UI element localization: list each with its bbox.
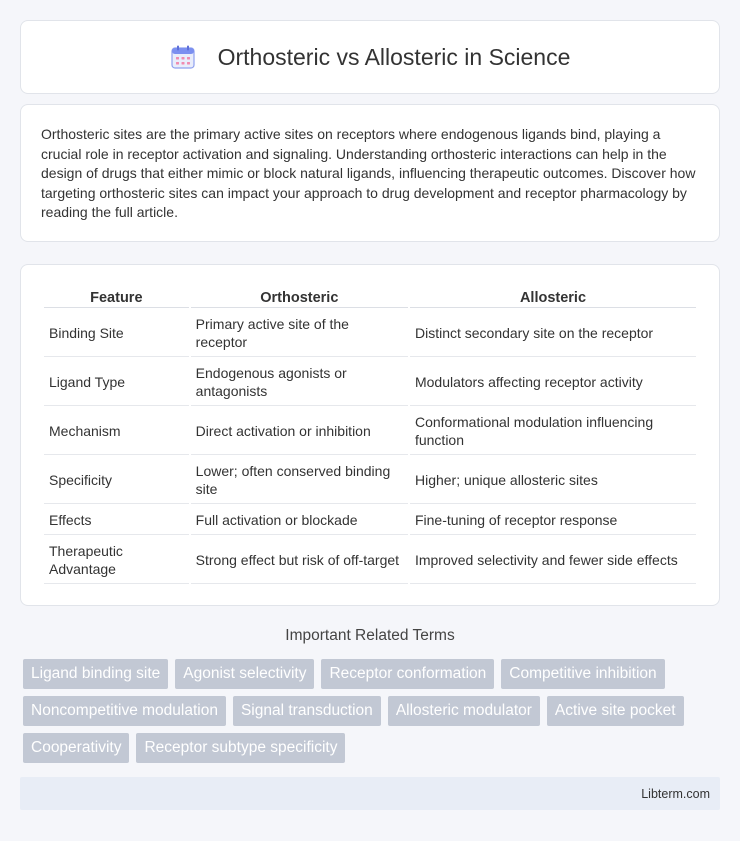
tag-signal-transduction[interactable]: Signal transduction bbox=[233, 696, 381, 726]
column-header-allosteric: Allosteric bbox=[410, 287, 696, 308]
tag-agonist-selectivity[interactable]: Agonist selectivity bbox=[175, 659, 314, 689]
footer-site-link[interactable]: Libterm.com bbox=[641, 786, 710, 801]
table-cell: Modulators affecting receptor activity bbox=[410, 359, 696, 406]
table-cell: Mechanism bbox=[44, 408, 189, 455]
table-cell: Specificity bbox=[44, 457, 189, 504]
column-header-orthosteric: Orthosteric bbox=[191, 287, 408, 308]
table-row bbox=[44, 359, 696, 406]
table-cell: Fine-tuning of receptor response bbox=[410, 506, 696, 535]
table-header-row bbox=[44, 287, 696, 308]
comparison-table-card bbox=[20, 264, 720, 606]
table-cell: Strong effect but risk of off-target bbox=[191, 537, 408, 584]
table-cell: Binding Site bbox=[44, 310, 189, 357]
tag-receptor-conformation[interactable]: Receptor conformation bbox=[321, 659, 494, 689]
tag-noncompetitive-modulation[interactable]: Noncompetitive modulation bbox=[23, 696, 226, 726]
tag-cooperativity[interactable]: Cooperativity bbox=[23, 733, 129, 763]
table-cell: Higher; unique allosteric sites bbox=[410, 457, 696, 504]
related-terms-title: Important Related Terms bbox=[285, 627, 455, 644]
calendar-icon bbox=[170, 44, 196, 70]
table-cell: Primary active site of the receptor bbox=[191, 310, 408, 357]
table-cell: Lower; often conserved binding site bbox=[191, 457, 408, 504]
footer bbox=[20, 777, 720, 810]
tag-receptor-subtype-specificity[interactable]: Receptor subtype specificity bbox=[136, 733, 345, 763]
table-cell: Improved selectivity and fewer side effects bbox=[410, 537, 696, 584]
table-row bbox=[44, 310, 696, 357]
tag-competitive-inhibition[interactable]: Competitive inhibition bbox=[501, 659, 664, 689]
table-cell: Endogenous agonists or antagonists bbox=[191, 359, 408, 406]
table-row bbox=[44, 457, 696, 504]
table-cell: Ligand Type bbox=[44, 359, 189, 406]
table-row bbox=[44, 506, 696, 535]
table-cell: Direct activation or inhibition bbox=[191, 408, 408, 455]
related-terms-list bbox=[23, 659, 723, 763]
table-row bbox=[44, 408, 696, 455]
tag-active-site-pocket[interactable]: Active site pocket bbox=[547, 696, 684, 726]
table-cell: Conformational modulation influencing function bbox=[410, 408, 696, 455]
comparison-table bbox=[42, 285, 698, 586]
page-title: Orthosteric vs Allosteric in Science bbox=[217, 43, 571, 70]
intro-text: Orthosteric sites are the primary active sites on receptors where endogenous ligands bind, playing a crucial role in receptor activation and signaling. Understanding orthosteric interactions can help in the design of drugs that either mimic or block natural ligands, influencing therapeutic outcomes. Discover how targeting orthosteric sites can impact your approach to drug development and receptor pharmacology by reading the full article. bbox=[41, 126, 696, 221]
table-cell: Distinct secondary site on the receptor bbox=[410, 310, 696, 357]
column-header-feature: Feature bbox=[44, 287, 189, 308]
tag-allosteric-modulator[interactable]: Allosteric modulator bbox=[388, 696, 540, 726]
header-card bbox=[20, 20, 720, 94]
table-cell: Effects bbox=[44, 506, 189, 535]
intro-card bbox=[20, 104, 720, 242]
table-row bbox=[44, 537, 696, 584]
table-cell: Full activation or blockade bbox=[191, 506, 408, 535]
table-cell: Therapeutic Advantage bbox=[44, 537, 189, 584]
tag-ligand-binding-site[interactable]: Ligand binding site bbox=[23, 659, 168, 689]
